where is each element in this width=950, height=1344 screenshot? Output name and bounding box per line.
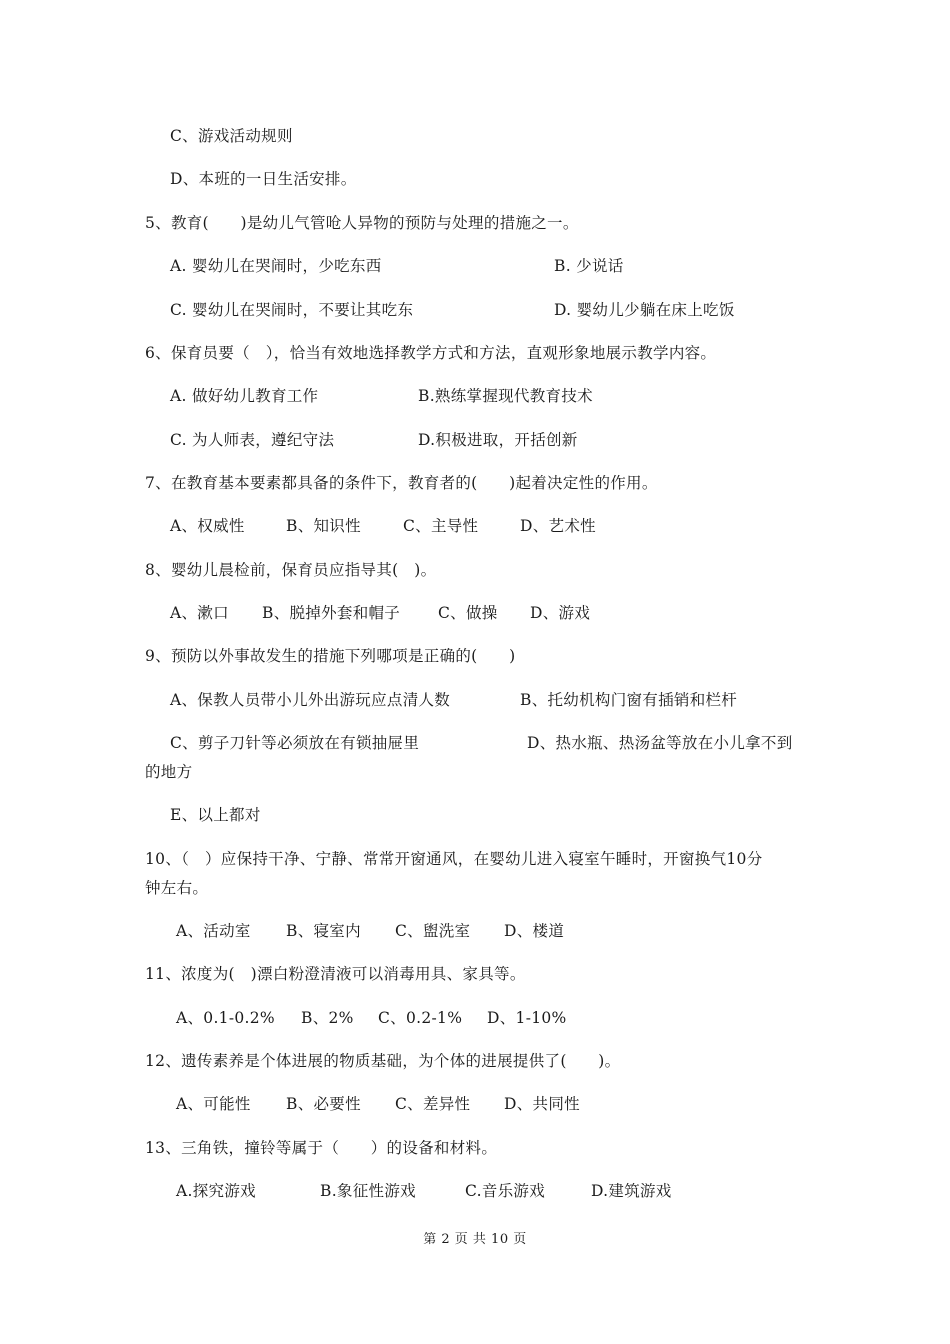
q7-option-b: B、知识性 xyxy=(286,517,361,535)
q7-option-d: D、艺术性 xyxy=(520,517,596,535)
q8-option-a: A、漱口 xyxy=(170,604,229,622)
q7-option-c: C、主导性 xyxy=(403,517,479,535)
q13-option-b: B.象征性游戏 xyxy=(320,1182,416,1200)
q6-stem: 6、保育员要（ ），恰当有效地选择教学方式和方法，直观形象地展示教学内容。 xyxy=(145,344,717,362)
q12-stem: 12、遗传素养是个体进展的物质基础，为个体的进展提供了( )。 xyxy=(145,1052,621,1070)
q8-stem: 8、婴幼儿晨检前，保育员应指导其( )。 xyxy=(145,561,437,579)
q6-option-a: A. 做好幼儿教育工作 xyxy=(170,387,319,405)
q12-option-d: D、共同性 xyxy=(504,1095,580,1113)
q4-option-d: D、本班的一日生活安排。 xyxy=(170,170,357,188)
q10-option-d: D、楼道 xyxy=(504,922,565,940)
q10-option-c: C、盥洗室 xyxy=(395,922,471,940)
q5-option-d: D. 婴幼儿少躺在床上吃饭 xyxy=(554,301,735,319)
q7-option-a: A、权威性 xyxy=(170,517,245,535)
q10-stem-line1: 10、（ ）应保持干净、宁静、常常开窗通风，在婴幼儿进入寝室午睡时，开窗换气10分 xyxy=(145,850,763,868)
q13-option-d: D.建筑游戏 xyxy=(591,1182,672,1200)
q5-stem: 5、教育( )是幼儿气管呛人异物的预防与处理的措施之一。 xyxy=(145,214,579,232)
q11-stem: 11、浓度为( )漂白粉澄清液可以消毒用具、家具等。 xyxy=(145,965,526,983)
page-number-footer: 第 2 页 共 10 页 xyxy=(423,1232,527,1247)
q6-option-b: B.熟练掌握现代教育技术 xyxy=(418,387,593,405)
q5-option-a: A. 婴幼儿在哭闹时，少吃东西 xyxy=(170,257,382,275)
q13-option-a: A.探究游戏 xyxy=(176,1182,256,1200)
q13-option-c: C.音乐游戏 xyxy=(465,1182,546,1200)
q12-option-c: C、差异性 xyxy=(395,1095,471,1113)
q13-stem: 13、三角铁，撞铃等属于（ ）的设备和材料。 xyxy=(145,1139,498,1157)
q9-stem: 9、预防以外事故发生的措施下列哪项是正确的( ) xyxy=(145,647,516,665)
q8-option-b: B、脱掉外套和帽子 xyxy=(262,604,401,622)
q10-option-b: B、寝室内 xyxy=(286,922,361,940)
q8-option-d: D、游戏 xyxy=(530,604,591,622)
q7-stem: 7、在教育基本要素都具备的条件下，教育者的( )起着决定性的作用。 xyxy=(145,474,658,492)
q10-option-a: A、活动室 xyxy=(176,922,251,940)
q5-option-b: B. 少说话 xyxy=(554,257,624,275)
q11-option-a: A、0.1-0.2% xyxy=(176,1009,275,1027)
q10-stem-line2: 钟左右。 xyxy=(145,879,209,897)
q9-option-c: C、剪子刀针等必须放在有锁抽屉里 xyxy=(170,734,420,752)
q9-option-a: A、保教人员带小儿外出游玩应点清人数 xyxy=(170,691,451,709)
q9-option-e: E、以上都对 xyxy=(170,806,261,824)
q9-option-b: B、托幼机构门窗有插销和栏杆 xyxy=(520,691,738,709)
q9-option-d-line1: D、热水瓶、热汤盆等放在小儿拿不到 xyxy=(527,734,793,752)
q6-option-c: C. 为人师表，遵纪守法 xyxy=(170,431,335,449)
q11-option-c: C、0.2-1% xyxy=(378,1009,463,1027)
q11-option-d: D、1-10% xyxy=(487,1009,567,1027)
q11-option-b: B、2% xyxy=(301,1009,354,1027)
q5-option-c: C. 婴幼儿在哭闹时，不要让其吃东 xyxy=(170,301,414,319)
q12-option-b: B、必要性 xyxy=(286,1095,361,1113)
q12-option-a: A、可能性 xyxy=(176,1095,251,1113)
q4-option-c: C、游戏活动规则 xyxy=(170,127,293,145)
q9-option-d-line2: 的地方 xyxy=(145,763,193,781)
q6-option-d: D.积极进取，开括创新 xyxy=(418,431,578,449)
q8-option-c: C、做操 xyxy=(438,604,498,622)
